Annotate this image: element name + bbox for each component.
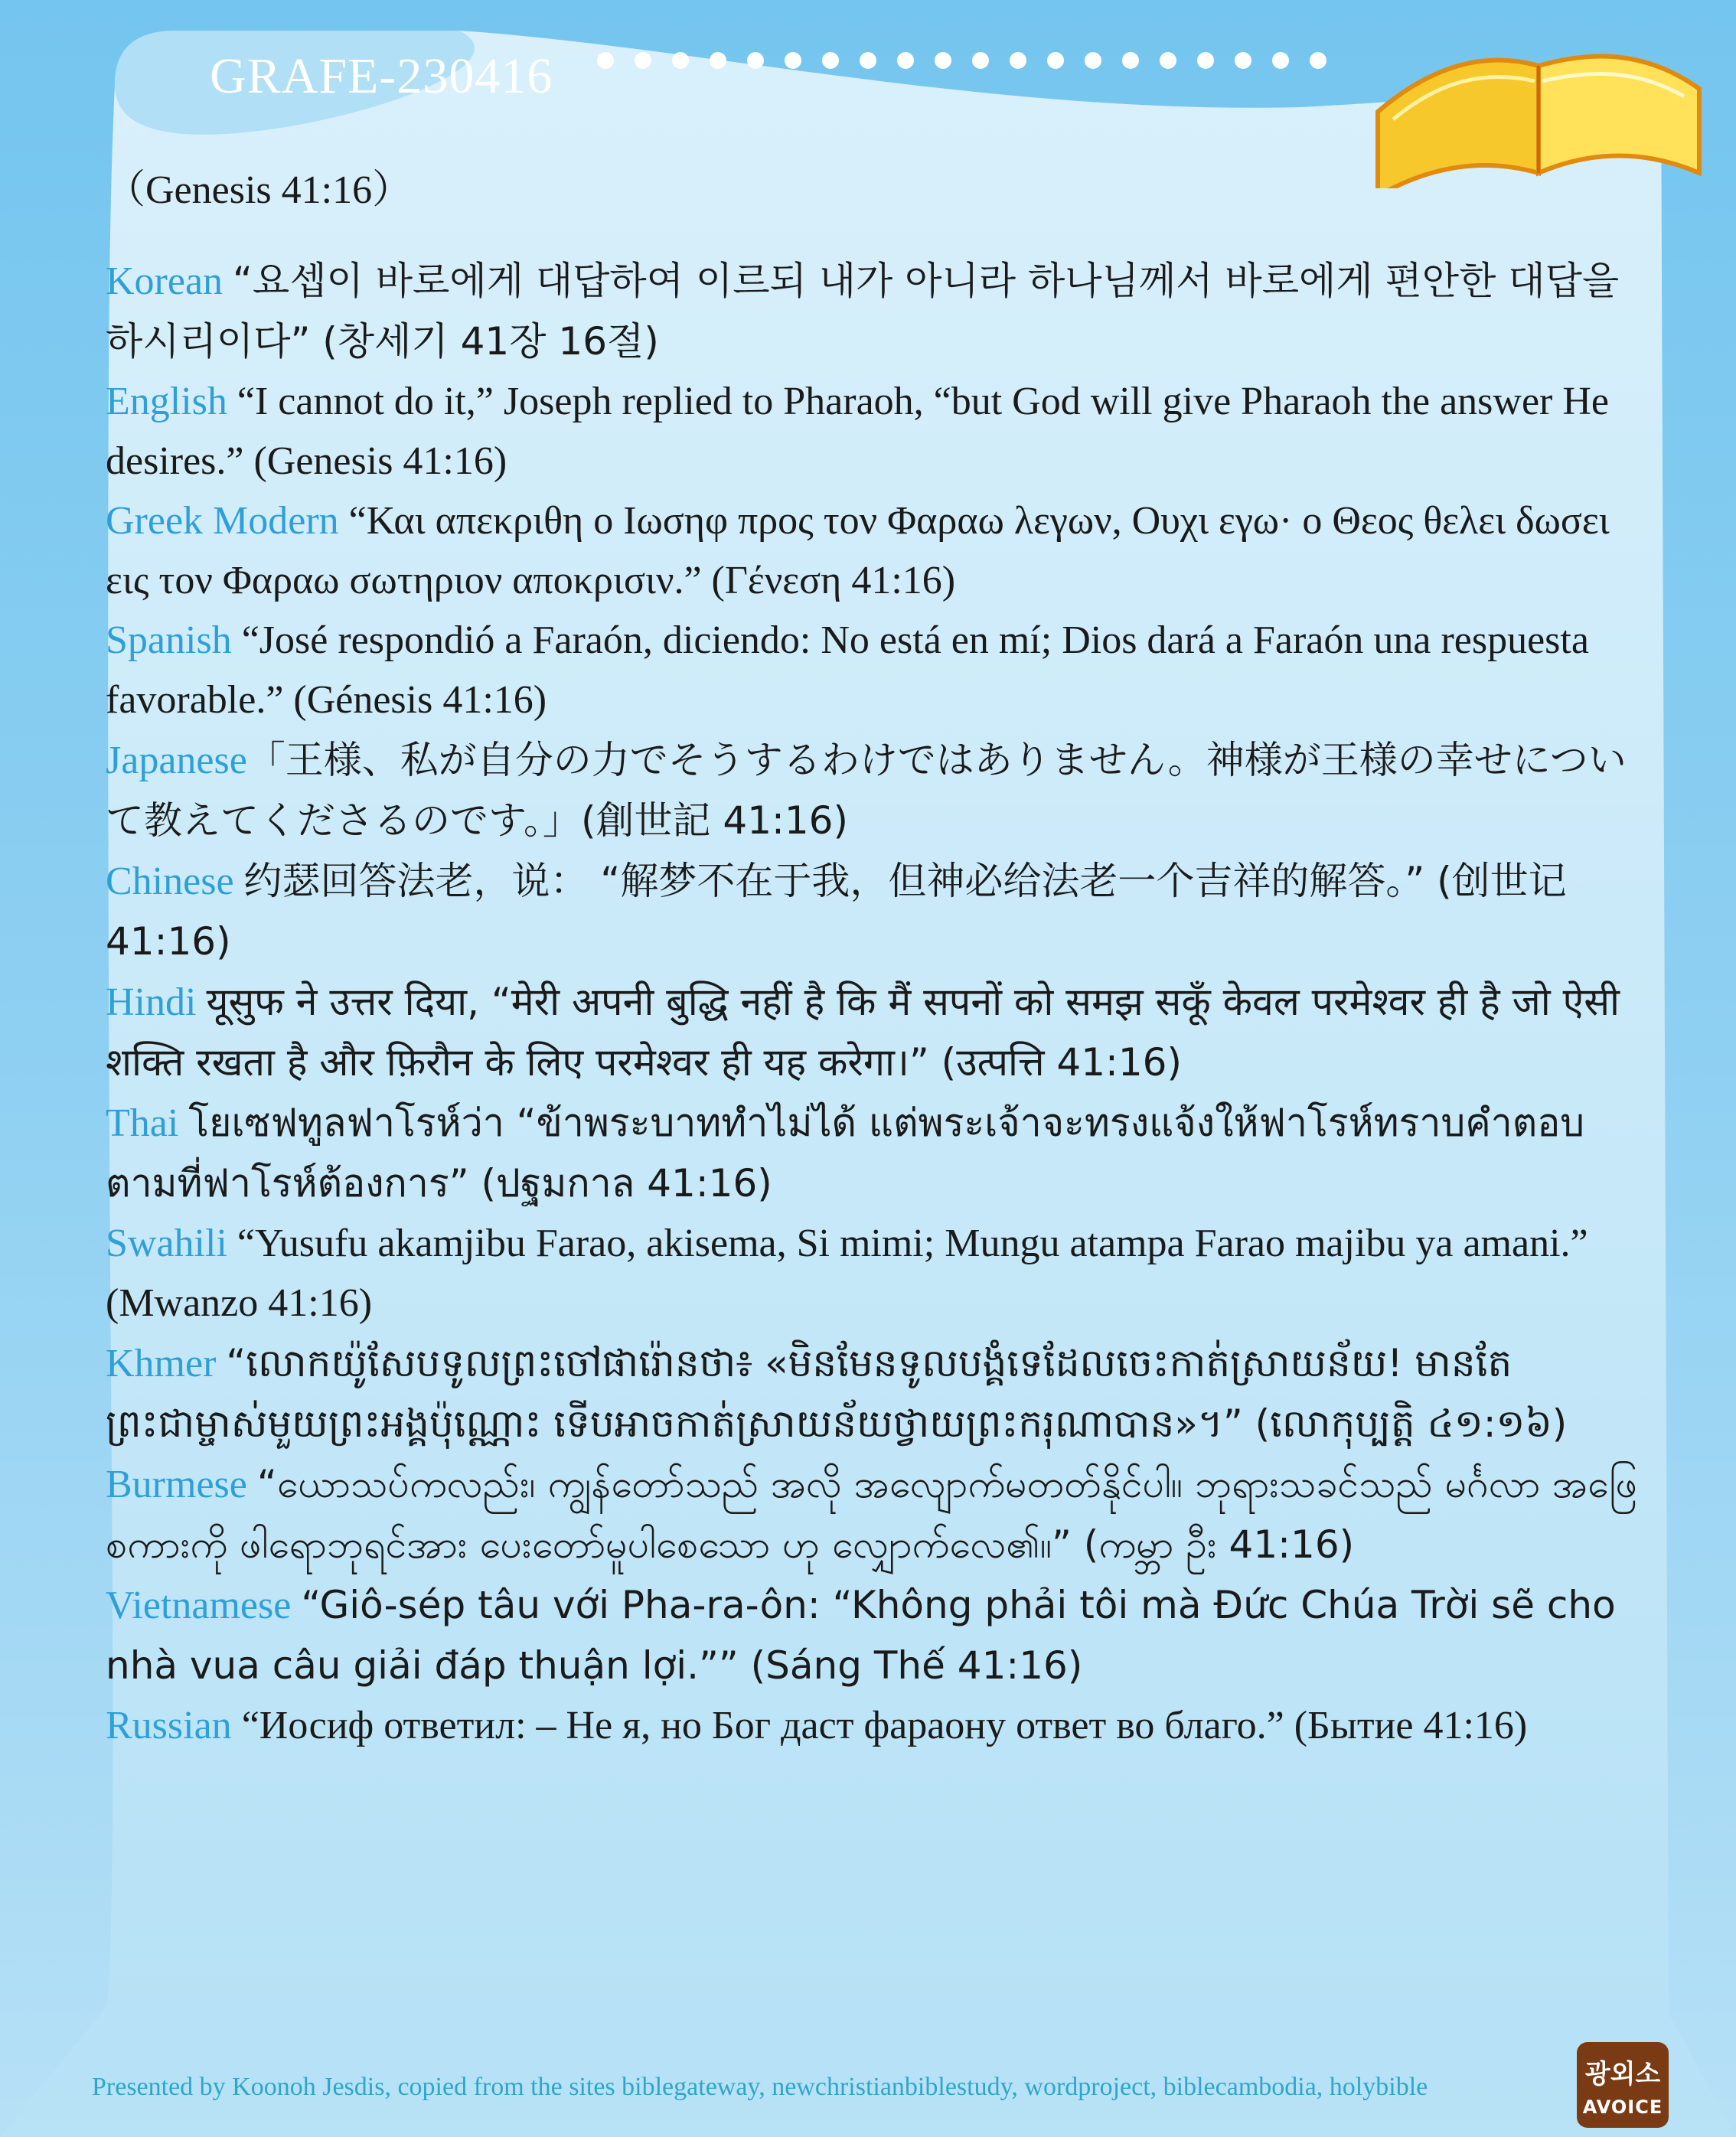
verse-content — [106, 161, 1644, 1756]
entry-russian — [106, 1696, 1644, 1756]
verse-text: “I cannot do it,” Joseph replied to Pharaoh, “but God will give Pharaoh the answer He desires.” (Genesis 41:16) — [106, 380, 1609, 483]
lang-label: Chinese — [106, 860, 234, 903]
lang-label: Spanish — [106, 618, 232, 662]
entry-greek — [106, 491, 1644, 611]
lang-label: Japanese — [106, 739, 247, 782]
verse-text: “Yusufu akamjibu Farao, akisema, Si mimi; Mungu atampa Farao majibu ya amani.” (Mwanzo 41:16) — [106, 1222, 1588, 1325]
entry-chinese — [106, 851, 1644, 972]
footer-credit: Presented by Koonoh Jesdis, copied from the sites biblegateway, newchristianbiblestudy, wordproject, biblecambodia, holybible — [92, 2073, 1428, 2101]
lang-label: Swahili — [106, 1222, 227, 1265]
entry-khmer — [106, 1333, 1644, 1454]
verse-text: “Giô-sép tâu với Pha-ra-ôn: “Không phải tôi mà Đức Chúa Trời sẽ cho nhà vua câu giải đáp thuận lợi.”” (Sáng Thế 41:16) — [106, 1583, 1616, 1688]
lang-label: English — [106, 380, 227, 423]
entry-thai — [106, 1093, 1644, 1214]
lang-label: Hindi — [106, 980, 197, 1024]
logo-latin: AVOICE — [1582, 2096, 1663, 2118]
verse-text: “ယောသပ်ကလည်း၊ ကျွန်တော်သည် အလို အလျောက်မတတ်နိုင်ပါ။ ဘုရားသခင်သည် မင်္ဂလာ အဖြေစကားကို ဖါရောဘုရင်အား ပေးတော်မူပါစေသော ဟု လျှောက်လေ၏။” (ကမ္ဘာ ဦး 41:16) — [106, 1462, 1638, 1567]
entry-english — [106, 372, 1644, 491]
entry-korean — [106, 251, 1644, 372]
verse-text: 「王様、私が自分の力でそうするわけではありません。神様が王様の幸せについて教えてくださるのです。」(創世記 41:16) — [106, 738, 1627, 843]
lang-label: Russian — [106, 1704, 232, 1747]
entry-swahili — [106, 1214, 1644, 1333]
verse-text: “요셉이 바로에게 대답하여 이르되 내가 아니라 하나님께서 바로에게 편안한 대답을 하시리이다” (창세기 41장 16절) — [106, 259, 1620, 364]
lang-label: Thai — [106, 1101, 179, 1145]
dot-divider — [597, 52, 1326, 69]
avoice-logo — [1577, 2042, 1669, 2128]
lang-label: Vietnamese — [106, 1584, 292, 1627]
verse-text: यूसुफ ने उत्तर दिया, “मेरी अपनी बुद्धि नहीं है कि मैं सपनों को समझ सकूँ केवल परमेश्वर ही है जो ऐसी शक्ति रखता है और फ़िरौन के लिए परमेश्वर ही यह करेगा।” (उत्पत्ति 41:16) — [106, 980, 1620, 1085]
logo-korean: 광외소 — [1584, 2059, 1661, 2090]
lang-label: Khmer — [106, 1342, 217, 1385]
verse-text: 约瑟回答法老，说： “解梦不在于我，但神必给法老一个吉祥的解答。” (创世记 41:16) — [106, 859, 1567, 964]
lang-label: Burmese — [106, 1463, 247, 1506]
verse-text: “Иосиф ответил: – Не я, но Бог даст фараону ответ во благо.” (Бытие 41:16) — [241, 1704, 1528, 1747]
verse-text: “Και απεκριθη ο Ιωσηφ προς τον Φαραω λεγων, Ουχι εγω· ο Θεος θελει δωσει εις τον Φαραω σωτηριον αποκρισιν.” (Γένεση 41:16) — [106, 499, 1610, 602]
verse-text: โยเซฟทูลฟาโรห์ว่า “ข้าพระบาททำไม่ได้ แต่พระเจ้าจะทรงแจ้งให้ฟาโรห์ทราบคำตอบตามที่ฟาโรห์ต้องการ” (ปฐมกาล 41:16) — [106, 1101, 1584, 1206]
verse-text: “លោកយ៉ូសែបទូលព្រះចៅផារ៉ោនថា៖ «មិនមែនទូលបង្គំទេដែលចេះកាត់ស្រាយន័យ! មានតែព្រះជាម្ចាស់មួយព្រះអង្គប៉ុណ្ណោះ ទើបអាចកាត់ស្រាយន័យថ្វាយព្រះករុណាបាន»។” (លោកុប្បត្តិ ៤១:១៦) — [106, 1341, 1568, 1446]
entry-hindi — [106, 972, 1644, 1093]
verse-text: “José respondió a Faraón, diciendo: No está en mí; Dios dará a Faraón una respuesta favorable.” (Génesis 41:16) — [106, 618, 1589, 722]
page-title: GRAFE-230416 — [210, 48, 553, 104]
entry-burmese — [106, 1454, 1644, 1575]
lang-label: Greek Modern — [106, 499, 339, 543]
reference-heading: （Genesis 41:16） — [106, 168, 413, 212]
lang-label: Korean — [106, 259, 224, 303]
entry-vietnamese — [106, 1575, 1644, 1696]
entry-japanese — [106, 730, 1644, 851]
entry-spanish — [106, 611, 1644, 730]
